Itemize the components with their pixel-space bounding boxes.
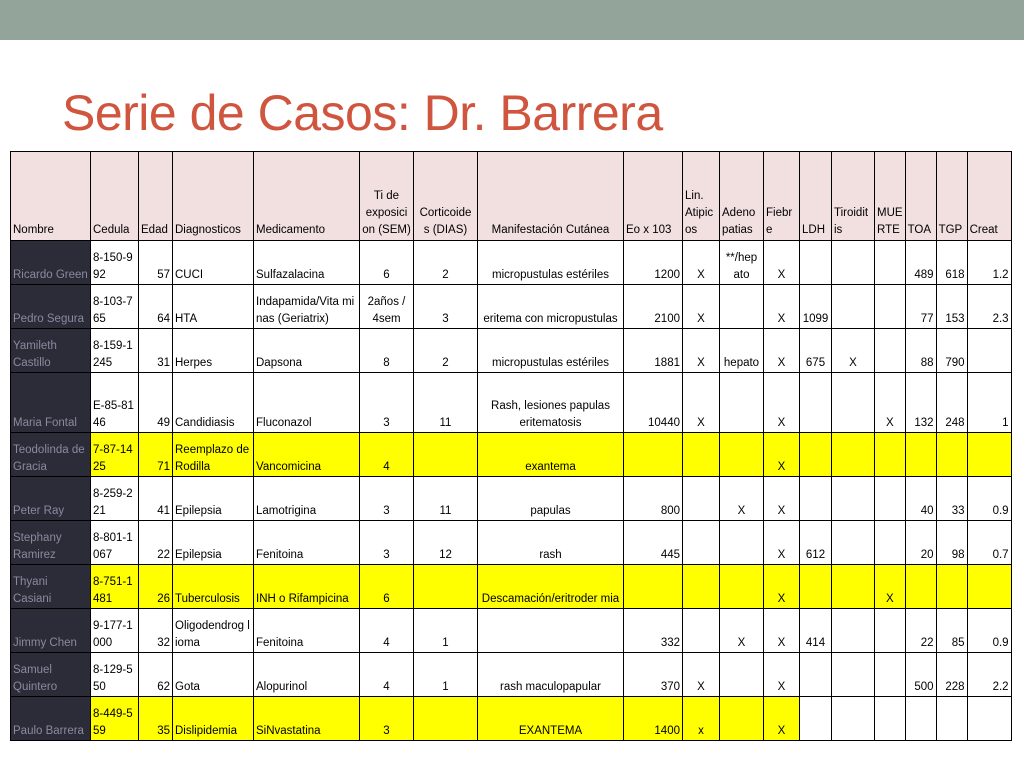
table-cell: rash bbox=[478, 521, 624, 565]
column-header: LDH bbox=[800, 152, 832, 241]
table-cell: Lamotrigina bbox=[254, 477, 360, 521]
column-header: Adeno patias bbox=[720, 152, 764, 241]
table-cell bbox=[414, 565, 478, 609]
table-cell bbox=[624, 565, 683, 609]
table-cell: 71 bbox=[139, 433, 173, 477]
table-cell: 0.9 bbox=[967, 609, 1011, 653]
table-cell bbox=[875, 433, 906, 477]
column-header: Ti de exposici on (SEM) bbox=[360, 152, 414, 241]
table-cell: 10440 bbox=[624, 373, 683, 433]
table-cell: 8-449-559 bbox=[91, 697, 139, 741]
table-cell bbox=[832, 477, 875, 521]
table-body bbox=[11, 241, 1012, 741]
table-cell bbox=[936, 433, 967, 477]
table-cell: 2 bbox=[414, 241, 478, 285]
table-cell: 4 bbox=[360, 433, 414, 477]
table-cell: Oligodendrog lioma bbox=[173, 609, 254, 653]
table-cell bbox=[905, 433, 936, 477]
table-cell: 2años / 4sem bbox=[360, 285, 414, 329]
table-cell: 612 bbox=[800, 521, 832, 565]
case-series-table bbox=[10, 151, 1012, 741]
table-cell bbox=[414, 697, 478, 741]
patient-name-cell: Jimmy Chen bbox=[11, 609, 91, 653]
table-cell bbox=[800, 697, 832, 741]
table-cell: X bbox=[720, 609, 764, 653]
table-header-row bbox=[11, 152, 1012, 241]
table-cell: 22 bbox=[139, 521, 173, 565]
table-cell: 618 bbox=[936, 241, 967, 285]
table-cell: micropustulas estériles bbox=[478, 329, 624, 373]
table-cell: X bbox=[764, 329, 800, 373]
table-cell bbox=[832, 285, 875, 329]
table-cell: 6 bbox=[360, 565, 414, 609]
table-row bbox=[11, 329, 1012, 373]
table-cell bbox=[832, 241, 875, 285]
table-cell: 2 bbox=[414, 329, 478, 373]
table-cell bbox=[720, 697, 764, 741]
table-cell: Candidiasis bbox=[173, 373, 254, 433]
table-cell: X bbox=[764, 697, 800, 741]
column-header: Fiebr e bbox=[764, 152, 800, 241]
table-cell: SiNvastatina bbox=[254, 697, 360, 741]
table-cell: 153 bbox=[936, 285, 967, 329]
table-cell: 85 bbox=[936, 609, 967, 653]
table-cell: 77 bbox=[905, 285, 936, 329]
table-cell: 489 bbox=[905, 241, 936, 285]
table-cell: 1.2 bbox=[967, 241, 1011, 285]
table-cell bbox=[875, 477, 906, 521]
table-cell: X bbox=[764, 521, 800, 565]
patient-name-cell: Teodolinda de Gracia bbox=[11, 433, 91, 477]
table-cell: 3 bbox=[360, 697, 414, 741]
table-row bbox=[11, 697, 1012, 741]
table-cell: Herpes bbox=[173, 329, 254, 373]
table-cell: Rash, lesiones papulas eritematosis bbox=[478, 373, 624, 433]
table-cell bbox=[683, 565, 720, 609]
table-cell bbox=[720, 285, 764, 329]
table-cell: 8-751-1481 bbox=[91, 565, 139, 609]
patient-name-cell: Paulo Barrera bbox=[11, 697, 91, 741]
patient-name-cell: Samuel Quintero bbox=[11, 653, 91, 697]
table-cell: 1 bbox=[967, 373, 1011, 433]
table-cell: INH o Rifampicina bbox=[254, 565, 360, 609]
column-header: Tiroidit is bbox=[832, 152, 875, 241]
table-cell bbox=[478, 609, 624, 653]
table-cell: 675 bbox=[800, 329, 832, 373]
table-cell bbox=[875, 521, 906, 565]
table-row bbox=[11, 565, 1012, 609]
table-cell: 26 bbox=[139, 565, 173, 609]
table-cell: X bbox=[764, 565, 800, 609]
table-cell: 62 bbox=[139, 653, 173, 697]
table-cell bbox=[720, 521, 764, 565]
table-cell bbox=[720, 653, 764, 697]
table-cell: X bbox=[683, 653, 720, 697]
patient-name-cell: Ricardo Green bbox=[11, 241, 91, 285]
table-cell bbox=[832, 433, 875, 477]
table-cell: CUCI bbox=[173, 241, 254, 285]
table-cell bbox=[832, 609, 875, 653]
column-header: Edad bbox=[139, 152, 173, 241]
table-cell: micropustulas estériles bbox=[478, 241, 624, 285]
table-cell: 8-150-992 bbox=[91, 241, 139, 285]
table-cell bbox=[800, 373, 832, 433]
table-cell: EXANTEMA bbox=[478, 697, 624, 741]
table-cell bbox=[875, 653, 906, 697]
table-cell bbox=[832, 373, 875, 433]
table-cell: 414 bbox=[800, 609, 832, 653]
table-cell: x bbox=[683, 697, 720, 741]
table-cell: Descamación/eritroder mia bbox=[478, 565, 624, 609]
table-cell bbox=[683, 609, 720, 653]
table-cell: 790 bbox=[936, 329, 967, 373]
table-cell: X bbox=[683, 373, 720, 433]
table-cell: 1 bbox=[414, 653, 478, 697]
table-cell bbox=[720, 373, 764, 433]
table-cell: Tuberculosis bbox=[173, 565, 254, 609]
column-header: Medicamento bbox=[254, 152, 360, 241]
table-cell: X bbox=[764, 477, 800, 521]
table-cell: 3 bbox=[360, 521, 414, 565]
table-cell bbox=[720, 433, 764, 477]
column-header: Eo x 103 bbox=[624, 152, 683, 241]
table-cell: 8-159-1245 bbox=[91, 329, 139, 373]
table-cell: 35 bbox=[139, 697, 173, 741]
column-header: Creat bbox=[967, 152, 1011, 241]
table-cell: eritema con micropustulas bbox=[478, 285, 624, 329]
patient-name-cell: Peter Ray bbox=[11, 477, 91, 521]
table-cell: Fluconazol bbox=[254, 373, 360, 433]
table-cell bbox=[905, 697, 936, 741]
table-cell: X bbox=[764, 609, 800, 653]
table-cell: 1200 bbox=[624, 241, 683, 285]
table-cell: 1400 bbox=[624, 697, 683, 741]
table-cell: 20 bbox=[905, 521, 936, 565]
table-cell: 0.9 bbox=[967, 477, 1011, 521]
table-row bbox=[11, 241, 1012, 285]
table-cell: 8 bbox=[360, 329, 414, 373]
table-cell bbox=[936, 697, 967, 741]
table-cell bbox=[905, 565, 936, 609]
table-cell: Epilepsia bbox=[173, 521, 254, 565]
table-cell: 9-177-1000 bbox=[91, 609, 139, 653]
table-cell bbox=[832, 565, 875, 609]
patient-name-cell: Stephany Ramirez bbox=[11, 521, 91, 565]
slide-title: Serie de Casos: Dr. Barrera bbox=[62, 85, 663, 141]
table-cell: X bbox=[764, 653, 800, 697]
table-cell: Indapamida/Vita minas (Geriatrix) bbox=[254, 285, 360, 329]
table-cell: 11 bbox=[414, 477, 478, 521]
table-cell: 1099 bbox=[800, 285, 832, 329]
table-cell: 3 bbox=[360, 477, 414, 521]
table-cell: Gota bbox=[173, 653, 254, 697]
table-cell: 98 bbox=[936, 521, 967, 565]
table-cell: 32 bbox=[139, 609, 173, 653]
table-cell bbox=[683, 477, 720, 521]
table-cell: Dislipidemia bbox=[173, 697, 254, 741]
table-cell: rash maculopapular bbox=[478, 653, 624, 697]
patient-name-cell: Yamileth Castillo bbox=[11, 329, 91, 373]
table-cell: X bbox=[683, 241, 720, 285]
table-cell: 22 bbox=[905, 609, 936, 653]
table-cell: 40 bbox=[905, 477, 936, 521]
table-cell bbox=[875, 241, 906, 285]
table-cell: X bbox=[683, 329, 720, 373]
table-row bbox=[11, 609, 1012, 653]
table-cell bbox=[875, 329, 906, 373]
table-cell: 88 bbox=[905, 329, 936, 373]
table-cell bbox=[624, 433, 683, 477]
table-cell: 7-87-1425 bbox=[91, 433, 139, 477]
column-header: TOA bbox=[905, 152, 936, 241]
table-cell bbox=[683, 433, 720, 477]
table-cell bbox=[875, 697, 906, 741]
table-cell: hepato bbox=[720, 329, 764, 373]
table-cell bbox=[832, 653, 875, 697]
table-row bbox=[11, 433, 1012, 477]
table-cell bbox=[800, 433, 832, 477]
table-cell: 6 bbox=[360, 241, 414, 285]
table-cell bbox=[875, 285, 906, 329]
column-header: Corticoide s (DIAS) bbox=[414, 152, 478, 241]
table-cell bbox=[800, 477, 832, 521]
table-cell bbox=[832, 521, 875, 565]
table-cell: 1 bbox=[414, 609, 478, 653]
table-cell: 11 bbox=[414, 373, 478, 433]
table-cell: 4 bbox=[360, 653, 414, 697]
table-cell: 2100 bbox=[624, 285, 683, 329]
table-cell: X bbox=[764, 285, 800, 329]
column-header: Lin. Atipic os bbox=[683, 152, 720, 241]
table-cell: X bbox=[764, 241, 800, 285]
table-cell: 3 bbox=[360, 373, 414, 433]
table-cell: 228 bbox=[936, 653, 967, 697]
table-cell: Fenitoina bbox=[254, 521, 360, 565]
table-cell: 800 bbox=[624, 477, 683, 521]
column-header: Manifestación Cutánea bbox=[478, 152, 624, 241]
table-cell bbox=[832, 697, 875, 741]
table-cell: exantema bbox=[478, 433, 624, 477]
column-header: Diagnosticos bbox=[173, 152, 254, 241]
table-cell: **/hep ato bbox=[720, 241, 764, 285]
patient-name-cell: Pedro Segura bbox=[11, 285, 91, 329]
table-cell: 8-801-1067 bbox=[91, 521, 139, 565]
table-cell: 4 bbox=[360, 609, 414, 653]
table-cell: X bbox=[832, 329, 875, 373]
table-row bbox=[11, 653, 1012, 697]
table-cell: 64 bbox=[139, 285, 173, 329]
table-cell: 332 bbox=[624, 609, 683, 653]
table-cell: 500 bbox=[905, 653, 936, 697]
table-cell: Dapsona bbox=[254, 329, 360, 373]
top-accent-bar bbox=[0, 0, 1024, 40]
table-cell: papulas bbox=[478, 477, 624, 521]
table-cell: 0.7 bbox=[967, 521, 1011, 565]
table-cell: 2.3 bbox=[967, 285, 1011, 329]
table-row bbox=[11, 285, 1012, 329]
column-header: Cedula bbox=[91, 152, 139, 241]
table-cell: 57 bbox=[139, 241, 173, 285]
table-cell: 33 bbox=[936, 477, 967, 521]
table-cell: E-85-8146 bbox=[91, 373, 139, 433]
table-cell: X bbox=[764, 433, 800, 477]
table-cell: 31 bbox=[139, 329, 173, 373]
table-cell bbox=[800, 653, 832, 697]
table-cell bbox=[967, 697, 1011, 741]
table-cell bbox=[720, 565, 764, 609]
column-header: Nombre bbox=[11, 152, 91, 241]
table-cell bbox=[967, 433, 1011, 477]
column-header: TGP bbox=[936, 152, 967, 241]
table-cell: X bbox=[720, 477, 764, 521]
table-cell: Fenitoina bbox=[254, 609, 360, 653]
table-row bbox=[11, 373, 1012, 433]
table-cell: Epilepsia bbox=[173, 477, 254, 521]
table-cell bbox=[967, 329, 1011, 373]
table-cell: HTA bbox=[173, 285, 254, 329]
table-cell: X bbox=[683, 285, 720, 329]
table-cell: 8-259-221 bbox=[91, 477, 139, 521]
table-cell: 1881 bbox=[624, 329, 683, 373]
table-cell: X bbox=[875, 565, 906, 609]
table-cell: 248 bbox=[936, 373, 967, 433]
table-cell: 12 bbox=[414, 521, 478, 565]
table-cell: X bbox=[764, 373, 800, 433]
table-cell: Vancomicina bbox=[254, 433, 360, 477]
table-cell bbox=[683, 521, 720, 565]
table-cell: 3 bbox=[414, 285, 478, 329]
table-cell: 2.2 bbox=[967, 653, 1011, 697]
column-header: MUE RTE bbox=[875, 152, 906, 241]
table-cell bbox=[967, 565, 1011, 609]
table-cell bbox=[875, 609, 906, 653]
table-cell bbox=[800, 565, 832, 609]
table-cell: Alopurinol bbox=[254, 653, 360, 697]
table-cell: 132 bbox=[905, 373, 936, 433]
table-cell: Reemplazo de Rodilla bbox=[173, 433, 254, 477]
table-cell bbox=[414, 433, 478, 477]
patient-name-cell: Thyani Casiani bbox=[11, 565, 91, 609]
table-cell: Sulfazalacina bbox=[254, 241, 360, 285]
table-cell bbox=[800, 241, 832, 285]
table-row bbox=[11, 477, 1012, 521]
table-cell: 49 bbox=[139, 373, 173, 433]
table-cell: 370 bbox=[624, 653, 683, 697]
table-cell bbox=[936, 565, 967, 609]
table-cell: 41 bbox=[139, 477, 173, 521]
table-row bbox=[11, 521, 1012, 565]
table-cell: 445 bbox=[624, 521, 683, 565]
table-cell: 8-129-550 bbox=[91, 653, 139, 697]
table-cell: 8-103-765 bbox=[91, 285, 139, 329]
patient-name-cell: Maria Fontal bbox=[11, 373, 91, 433]
table-cell: X bbox=[875, 373, 906, 433]
